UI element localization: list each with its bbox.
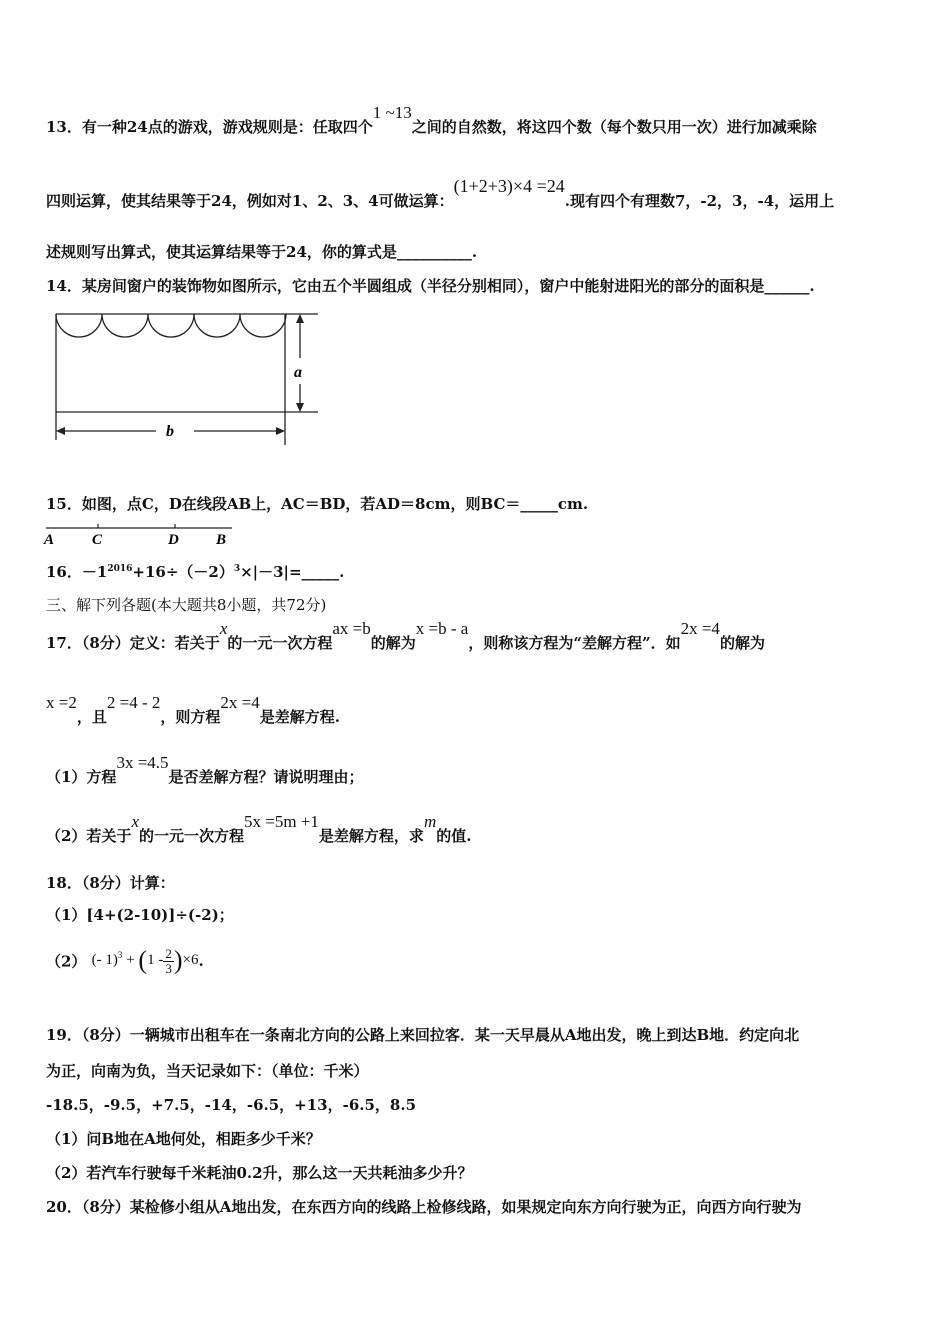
- semicircle-4: [194, 314, 240, 337]
- q19-line1: 19．（8分）一辆城市出租车在一条南北方向的公路上来回拉客．某一天早晨从A地出发，晚上到达B地．约定向北: [46, 1026, 800, 1044]
- q16-text: 16．$-1^{2016}+16\div(-2)^3\times|-3|=\_\_\_\_\_$.: [46, 563, 345, 581]
- q17-sub1: （1）方程3x =4.5是否差解方程？请说明理由；: [46, 753, 364, 786]
- q14-text: 14．某房间窗户的装饰物如图所示，它由五个半圆组成（半径分别相同），窗户中能射进阳光的部分的面积是______.: [46, 277, 815, 295]
- q18-sub1: （1）[4+(2-10)]÷(-2)；: [46, 906, 234, 924]
- height-arrowhead-bottom: [296, 403, 304, 412]
- q13-example-math: (1+2+3)×4 =24: [453, 176, 565, 196]
- q19-sub1: （1）问B地在A地何处，相距多少千米？: [46, 1130, 321, 1148]
- q19-sub2: （2）若汽车行驶每千米耗油0.2升，那么这一天共耗油多少升？: [46, 1164, 473, 1182]
- semicircle-5: [240, 314, 286, 337]
- q20-line1: 20．（8分）某检修小组从A地出发，在东西方向的线路上检修线路，如果规定向东方向行驶为正，向西方向行驶为: [46, 1198, 802, 1216]
- q13-line1: 13．有一种24点的游戏，游戏规则是：任取四个1 ~13之间的自然数，将这四个数（每个数只用一次）进行加减乘除: [46, 103, 817, 136]
- semicircle-3: [148, 314, 194, 337]
- point-c-label: C: [92, 532, 103, 548]
- q18-expression: (- 1)$^3$ + (1 - $\frac{2}{3}$ )×6: [91, 945, 199, 976]
- label-a: a: [294, 364, 302, 381]
- q17-line2: x =2，且2 =4 - 2，则方程2x =4是差解方程.: [46, 693, 340, 726]
- fraction-2-3: $\frac{2}{3}$: [165, 945, 172, 976]
- q13-range-math: 1 ~13: [372, 103, 412, 122]
- width-arrowhead-left: [56, 427, 65, 435]
- q17-line1: 17．（8分）定义：若关于x的一元一次方程ax =b的解为x =b - a，则称该方程为“差解方程”．如2x =4的解为: [46, 619, 765, 652]
- q19-data: -18.5，-9.5，+7.5，-14，-6.5，+13，-6.5，8.5: [46, 1096, 417, 1114]
- q17-sub2: （2）若关于x的一元一次方程5x =5m +1是差解方程，求m的值.: [46, 812, 472, 845]
- q13-line2: 四则运算，使其结果等于24，例如对1、2、3、4可做运算：(1+2+3)×4 =24.现有四个有理数7，-2，3，-4，运用上: [46, 176, 835, 210]
- q15-text: 15．如图，点C，D在线段AB上，AC＝BD，若AD＝8cm，则BC＝_____cm.: [46, 495, 589, 513]
- q18-title: 18．（8分）计算：: [46, 874, 175, 892]
- point-d-label: D: [168, 532, 179, 548]
- width-arrowhead-right: [276, 427, 285, 435]
- q19-line2: 为正，向南为负，当天记录如下：（单位：千米）: [46, 1062, 369, 1080]
- height-arrowhead-top: [296, 314, 304, 323]
- section-3-heading: 三、解下列各题(本大题共8小题，共72分): [46, 596, 327, 614]
- semicircle-2: [102, 314, 148, 337]
- q18-sub2: （2） (- 1)$^3$ + (1 - $\frac{2}{3}$ )×6.: [46, 945, 204, 976]
- label-b: b: [166, 423, 174, 440]
- q14-window-figure: [48, 308, 328, 450]
- q13-line3: 述规则写出算式，使其运算结果等于24，你的算式是__________.: [46, 243, 478, 261]
- point-a-label: A: [44, 532, 55, 548]
- q15-segment-figure: [42, 520, 242, 550]
- semicircle-1: [56, 314, 102, 337]
- point-b-label: B: [216, 532, 227, 548]
